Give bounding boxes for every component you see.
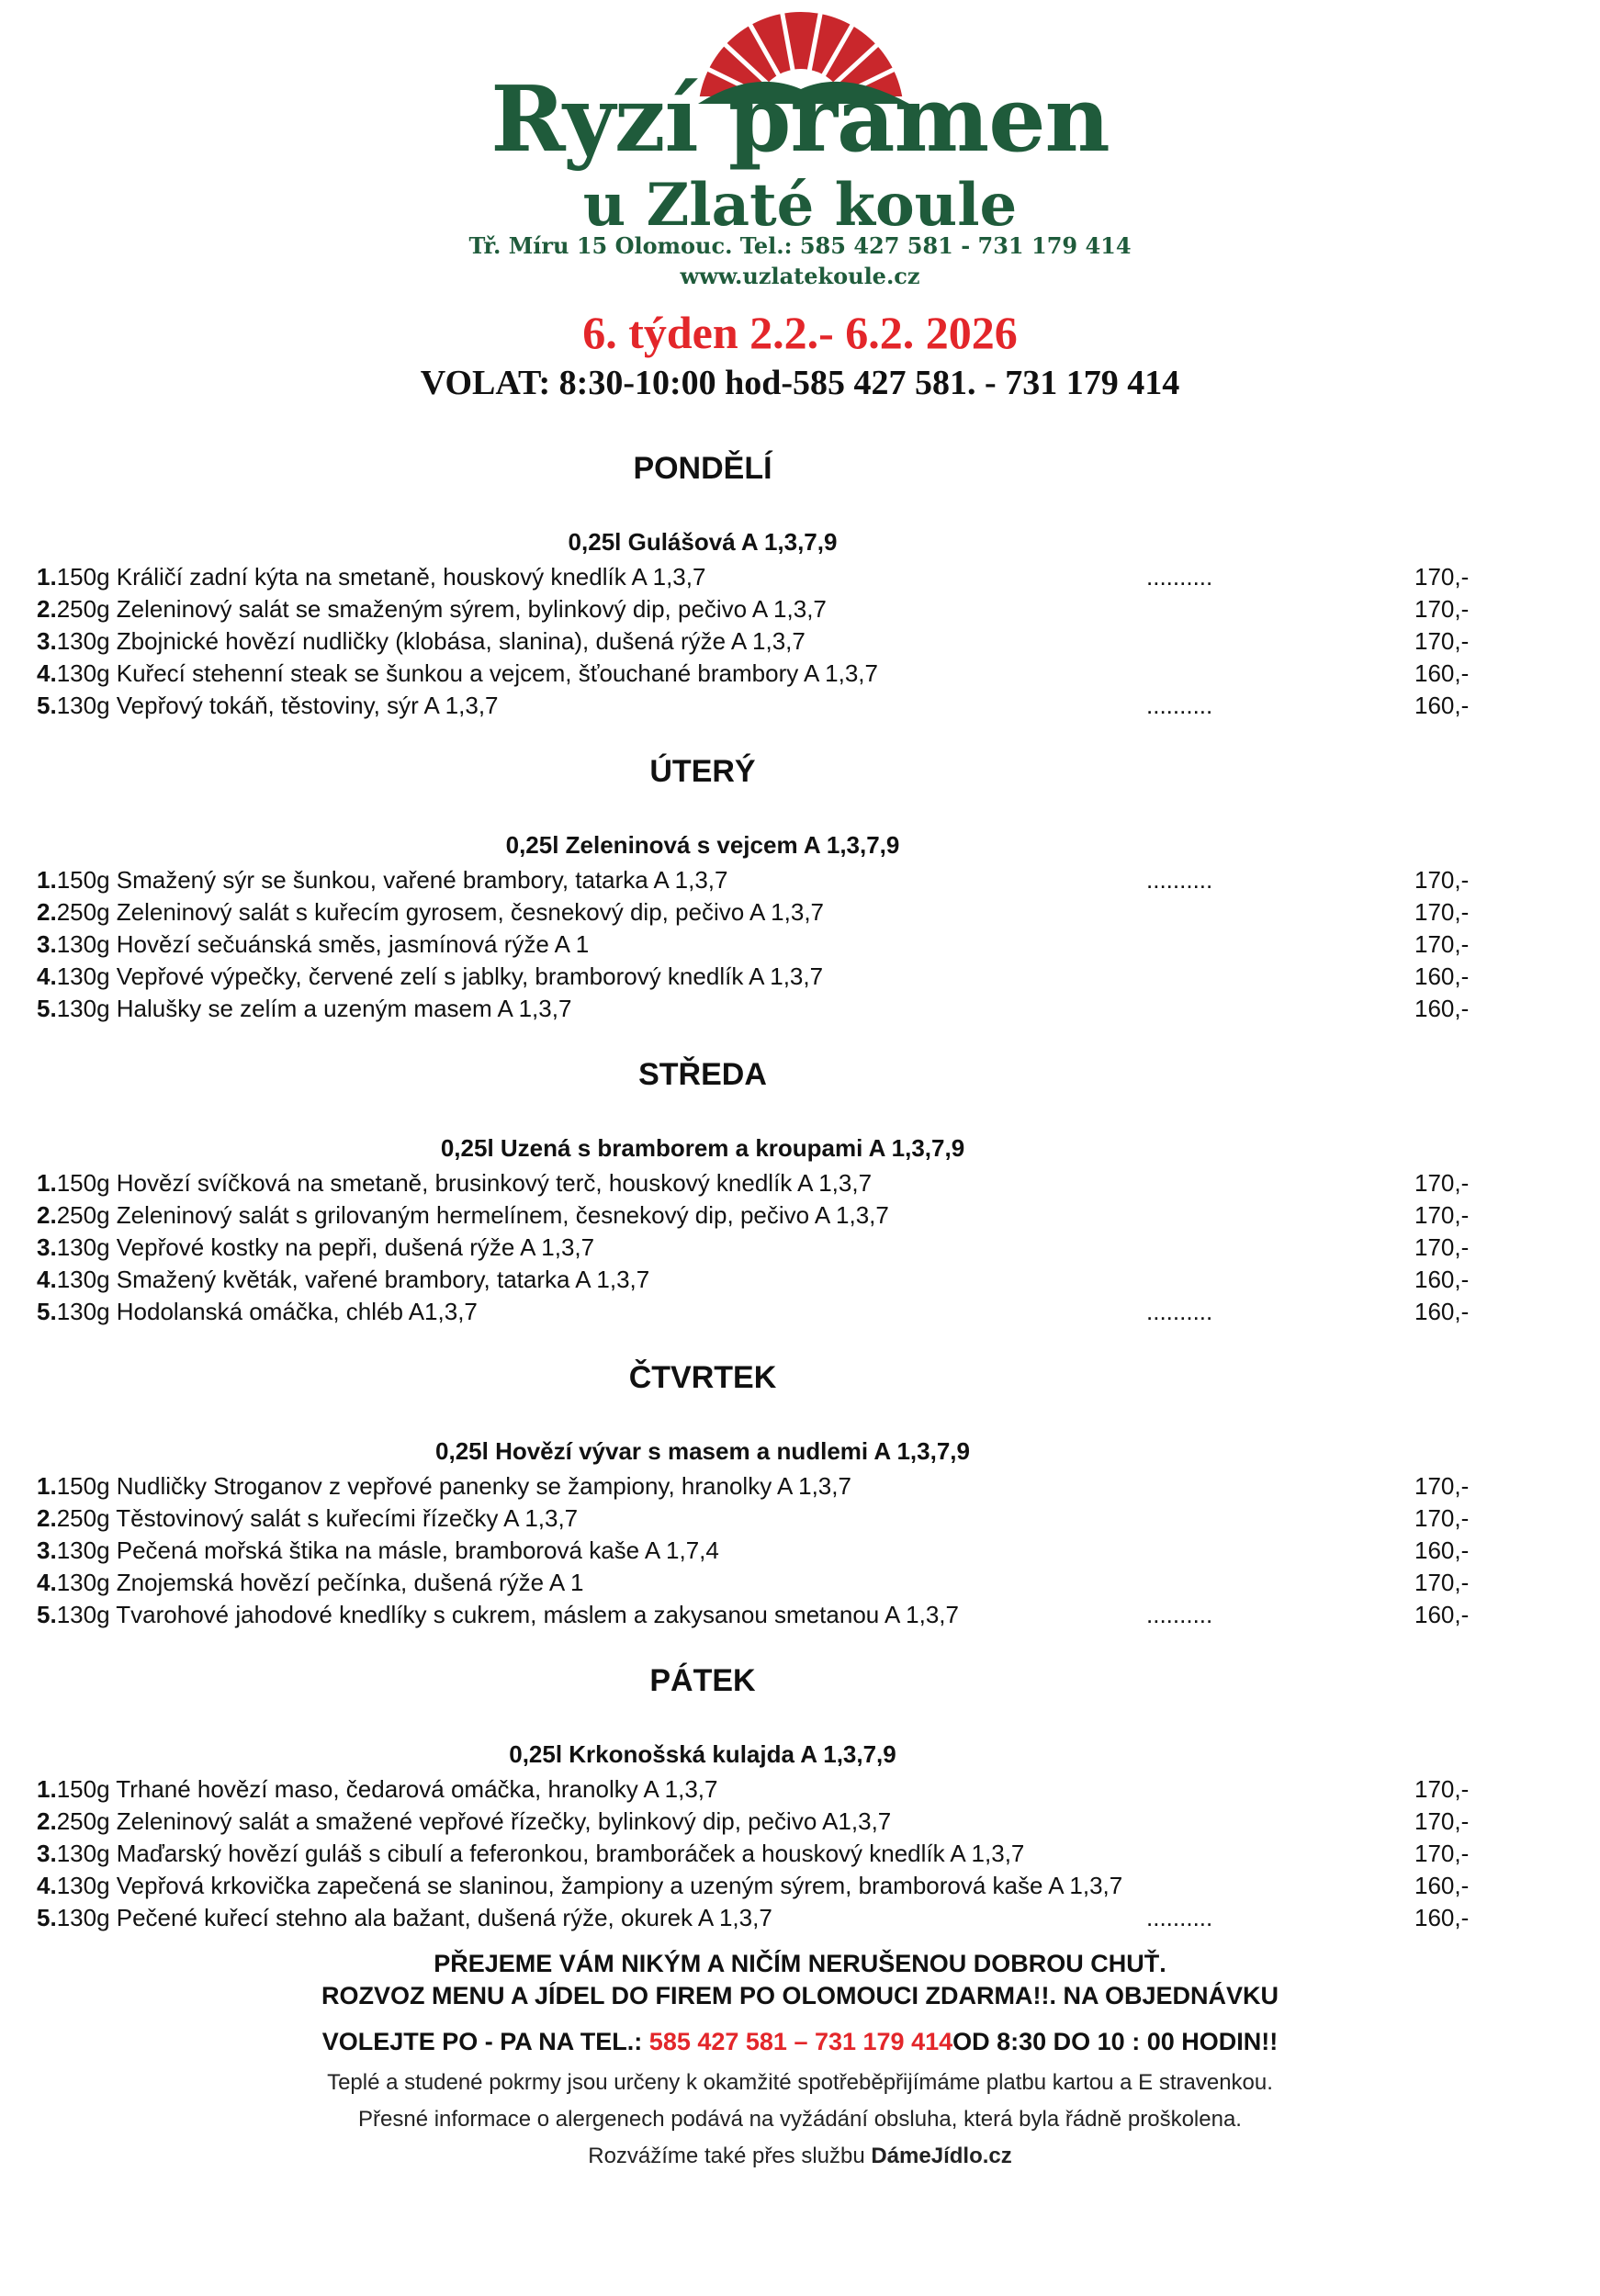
dish-number: 1. [37,1472,57,1500]
dish-price: 170,- [1414,595,1470,623]
dish-number: 2. [37,595,57,623]
dish-number: 5. [37,1904,57,1931]
dish-price: 160,- [1414,1536,1470,1564]
dish-price: 170,- [1414,1472,1470,1500]
dish-number: 3. [37,1840,57,1867]
dish-row [37,1199,1506,1232]
dish-number: 3. [37,1233,57,1261]
soup-of-day: 0,25l Krkonošská kulajda A 1,3,7,9 [509,1740,896,1768]
dish-row [37,1599,1506,1631]
dish-row [37,1232,1506,1264]
address: Tř. Míru 15 Olomouc. Tel.: 585 427 581 - 731 179 414 [468,232,1132,259]
dish-row [37,1806,1506,1838]
dish-name: 130g Smažený květák, vařené brambory, tatarka A 1,3,7 [56,1266,650,1293]
dish-row [37,1773,1506,1806]
dish-name: 150g Trhané hovězí maso, čedarová omáčka, hranolky A 1,3,7 [56,1775,718,1803]
footer-note-delivery [0,2145,1600,2167]
footer-delivery: ROZVOZ MENU A JÍDEL DO FIREM PO OLOMOUCI ZDARMA!!. NA OBJEDNÁVKU [321,1982,1279,2009]
soup-of-day: 0,25l Uzená s bramborem a kroupami A 1,3,7,9 [440,1134,965,1162]
week-title: 6. týden 2.2.- 6.2. 2026 [582,307,1018,358]
dish-price: 170,- [1414,563,1470,591]
dish-number: 1. [37,563,57,591]
dish-row [37,1870,1506,1902]
dish-name: 130g Pečené kuřecí stehno ala bažant, dušená rýže, okurek A 1,3,7 [56,1904,772,1931]
day-section [37,1052,1543,1355]
footer-call-phones: 585 427 581 – 731 179 414 [648,2028,953,2055]
footer-wish: PŘEJEME VÁM NIKÝM A NIČÍM NERUŠENOU DOBROU CHUŤ. [434,1950,1166,1977]
day-title: STŘEDA [638,1057,767,1092]
dish-dots: .......... [1146,692,1213,719]
day-section [37,1658,1543,1961]
dish-number: 4. [37,1569,57,1596]
dish-row [37,690,1506,722]
brand-subname: u Zlaté koule [582,171,1018,240]
dish-number: 5. [37,1298,57,1325]
dish-row [37,1902,1506,1934]
dish-name: 130g Zbojnické hovězí nudličky (klobása, slanina), dušená rýže A 1,3,7 [56,627,806,655]
dish-price: 160,- [1414,995,1470,1022]
dish-name: 250g Zeleninový salát se smaženým sýrem, bylinkový dip, pečivo A 1,3,7 [56,595,827,623]
dish-row [37,896,1506,929]
footer-call [0,2030,1600,2054]
dish-row [37,1567,1506,1599]
dish-row [37,593,1506,625]
dish-number: 3. [37,930,57,958]
dish-name: 130g Vepřová krkovička zapečená se slaninou, žampiony a uzeným sýrem, bramborová kaše A 1,3,7 [56,1872,1123,1899]
dish-price: 170,- [1414,866,1470,894]
dish-number: 5. [37,995,57,1022]
soup-of-day: 0,25l Gulášová A 1,3,7,9 [568,528,838,556]
dish-list [37,561,1506,722]
dish-dots: .......... [1146,1298,1213,1325]
dish-price: 170,- [1414,1233,1470,1261]
dish-number: 1. [37,1775,57,1803]
dish-price: 160,- [1414,962,1470,990]
dish-name: 130g Hodolanská omáčka, chléb A1,3,7 [56,1298,478,1325]
day-title: PÁTEK [649,1663,756,1698]
dish-number: 2. [37,1504,57,1532]
dish-name: 130g Vepřový tokáň, těstoviny, sýr A 1,3,7 [56,692,499,719]
dish-number: 4. [37,1266,57,1293]
day-section [37,1355,1543,1658]
dish-name: 130g Vepřové výpečky, červené zelí s jablky, bramborový knedlík A 1,3,7 [56,962,824,990]
dish-number: 2. [37,1201,57,1229]
dish-price: 170,- [1414,1775,1470,1803]
dish-price: 170,- [1414,1201,1470,1229]
dish-row [37,1838,1506,1870]
dish-name: 130g Vepřové kostky na pepři, dušená rýže A 1,3,7 [56,1233,595,1261]
dish-row [37,1296,1506,1328]
dish-list [37,1167,1506,1328]
dish-price: 170,- [1414,627,1470,655]
day-title: PONDĚLÍ [633,451,772,486]
dish-name: 130g Hovězí sečuánská směs, jasmínová rýže A 1 [56,930,590,958]
dish-name: 130g Maďarský hovězí guláš s cibulí a feferonkou, bramboráček a houskový knedlík A 1,3,7 [56,1840,1025,1867]
dish-price: 170,- [1414,1569,1470,1596]
dish-row [37,929,1506,961]
day-section [37,445,1543,748]
footer-note-payment: Teplé a studené pokrmy jsou určeny k okamžité spotřeběpřijímáme platbu kartou a E stravenkou. [327,2070,1273,2095]
dish-price: 160,- [1414,1266,1470,1293]
dish-number: 3. [37,1536,57,1564]
dish-price: 170,- [1414,1169,1470,1197]
footer-call-suffix: OD 8:30 DO 10 : 00 HODIN!! [952,2028,1279,2055]
dish-number: 1. [37,866,57,894]
dish-dots: .......... [1146,1904,1213,1931]
dish-name: 130g Znojemská hovězí pečínka, dušená rýže A 1 [56,1569,584,1596]
dish-list [37,1773,1506,1934]
dish-price: 160,- [1414,1872,1470,1899]
weekly-menu [37,445,1543,1961]
website: www.uzlatekoule.cz [680,263,920,289]
dish-number: 5. [37,1601,57,1628]
dish-number: 4. [37,962,57,990]
dish-number: 1. [37,1169,57,1197]
dish-dots: .......... [1146,563,1213,591]
dish-name: 150g Nudličky Stroganov z vepřové panenky se žampiony, hranolky A 1,3,7 [56,1472,851,1500]
dish-price: 160,- [1414,1298,1470,1325]
dish-row [37,561,1506,593]
dish-row [37,1470,1506,1503]
dish-row [37,1167,1506,1199]
day-section [37,748,1543,1052]
dish-number: 5. [37,692,57,719]
dish-row [37,993,1506,1025]
dish-price: 170,- [1414,1504,1470,1532]
dish-price: 160,- [1414,1904,1470,1931]
dish-price: 160,- [1414,659,1470,687]
footer-note-delivery-service: DámeJídlo.cz [871,2144,1012,2168]
dish-name: 130g Pečená mořská štika na másle, bramborová kaše A 1,7,4 [56,1536,719,1564]
soup-of-day: 0,25l Zeleninová s vejcem A 1,3,7,9 [505,831,900,859]
dish-name: 250g Zeleninový salát s grilovaným hermelínem, česnekový dip, pečivo A 1,3,7 [56,1201,889,1229]
dish-price: 160,- [1414,692,1470,719]
dish-dots: .......... [1146,1601,1213,1628]
dish-price: 170,- [1414,1807,1470,1835]
dish-row [37,1503,1506,1535]
dish-name: 250g Zeleninový salát a smažené vepřové řízečky, bylinkový dip, pečivo A1,3,7 [56,1807,892,1835]
dish-number: 3. [37,627,57,655]
footer-note-allergens: Přesné informace o alergenech podává na vyžádání obsluha, která byla řádně proškolena. [358,2107,1242,2132]
dish-name: 130g Tvarohové jahodové knedlíky s cukrem, máslem a zakysanou smetanou A 1,3,7 [56,1601,959,1628]
dish-row [37,658,1506,690]
footer-note-delivery-prefix: Rozvážíme také přes službu [588,2144,872,2168]
dish-number: 2. [37,898,57,926]
dish-row [37,625,1506,658]
dish-name: 130g Halušky se zelím a uzeným masem A 1,3,7 [56,995,572,1022]
day-title: ČTVRTEK [628,1360,777,1395]
dish-name: 150g Králičí zadní kýta na smetaně, houskový knedlík A 1,3,7 [56,563,706,591]
brand-name: Ryzí pramen [490,67,1110,173]
dish-number: 4. [37,659,57,687]
dish-row [37,961,1506,993]
day-title: ÚTERÝ [649,754,756,789]
dish-price: 170,- [1414,1840,1470,1867]
dish-dots: .......... [1146,866,1213,894]
dish-list [37,864,1506,1025]
dish-name: 250g Těstovinový salát s kuřecími řízečky A 1,3,7 [56,1504,579,1532]
dish-price: 170,- [1414,930,1470,958]
soup-of-day: 0,25l Hovězí vývar s masem a nudlemi A 1,3,7,9 [435,1437,970,1465]
dish-name: 250g Zeleninový salát s kuřecím gyrosem, česnekový dip, pečivo A 1,3,7 [56,898,825,926]
dish-row [37,1264,1506,1296]
dish-name: 130g Kuřecí stehenní steak se šunkou a vejcem, šťouchané brambory A 1,3,7 [56,659,878,687]
dish-row [37,1535,1506,1567]
dish-price: 170,- [1414,898,1470,926]
dish-price: 160,- [1414,1601,1470,1628]
dish-name: 150g Hovězí svíčková na smetaně, brusinkový terč, houskový knedlík A 1,3,7 [56,1169,873,1197]
dish-number: 4. [37,1872,57,1899]
dish-name: 150g Smažený sýr se šunkou, vařené brambory, tatarka A 1,3,7 [56,866,728,894]
call-hours: VOLAT: 8:30-10:00 hod-585 427 581. - 731 179 414 [420,364,1180,402]
dish-list [37,1470,1506,1631]
footer-call-prefix: VOLEJTE PO - PA NA TEL.: [321,2028,649,2055]
dish-row [37,864,1506,896]
dish-number: 2. [37,1807,57,1835]
